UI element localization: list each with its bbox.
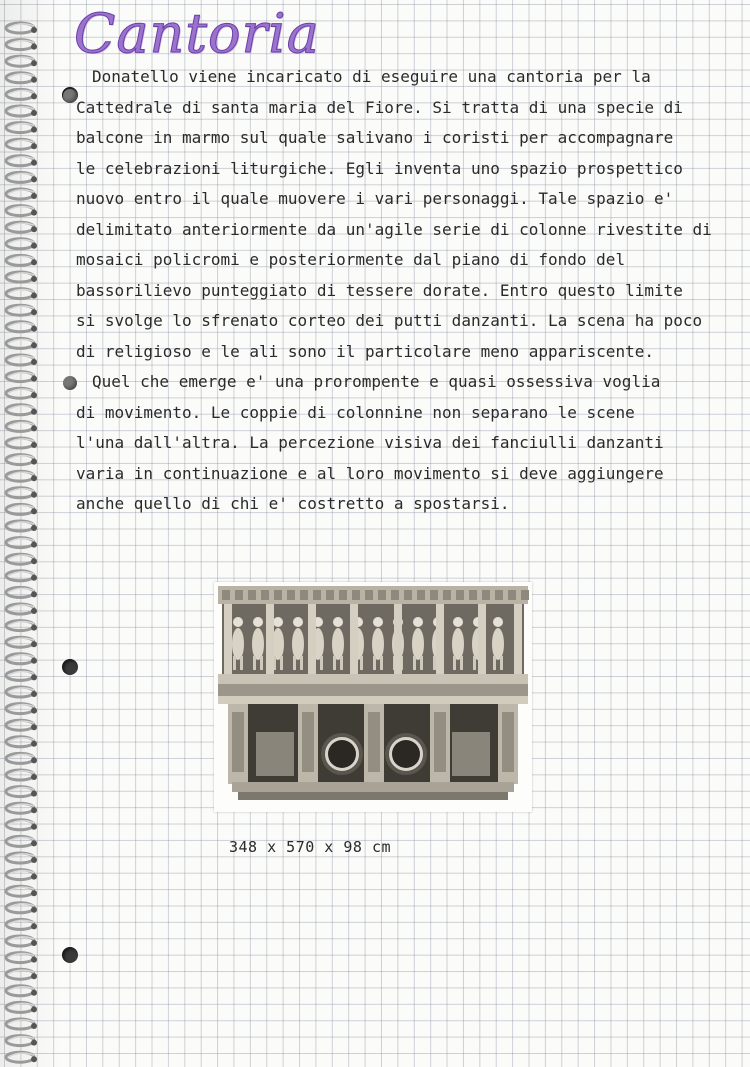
paragraph-1-line: balcone in marmo sul quale salivano i coristi per accompagnare [76, 128, 674, 147]
paragraph-1-line: bassorilievo punteggiato di tessere dorate. Entro questo limite [76, 280, 683, 300]
cantoria-relief-image [214, 582, 532, 812]
dimensions-caption: 348 x 570 x 98 cm [229, 838, 392, 856]
paragraph-1-line: nuovo entro il quale muovere i vari personaggi. Tale spazio e' [76, 189, 674, 208]
page-title: Cantoria [74, 2, 320, 65]
paragraph-1-line: Donatello viene incaricato di eseguire una cantoria per la [92, 67, 651, 86]
spiral-binding [0, 0, 48, 1067]
notes-body [76, 62, 736, 520]
paragraph-1-line: delimitato anteriormente da un'agile serie di colonne rivestite di [76, 219, 712, 239]
punch-hole-middle [62, 659, 78, 675]
bullet-1 [63, 89, 77, 103]
paragraph-2-line: varia in continuazione e al loro movimento si deve aggiungere [76, 463, 664, 483]
paragraph-2-line: Quel che emerge e' una prorompente e quasi ossessiva voglia [92, 372, 661, 391]
paragraph-2-line: l'una dall'altra. La percezione visiva dei fanciulli danzanti [76, 433, 664, 452]
bullet-2 [63, 376, 77, 390]
paragraph-1-line: le celebrazioni liturgiche. Egli inventa uno spazio prospettico [76, 158, 683, 178]
punch-hole-bottom [62, 947, 78, 963]
paragraph-1-line: mosaici policromi e posteriormente dal piano di fondo del [76, 250, 626, 269]
paragraph-2-line: di movimento. Le coppie di colonnine non separano le scene [76, 402, 635, 422]
paragraph-1-line: si svolge lo sfrenato corteo dei putti danzanti. La scena ha poco [76, 311, 703, 330]
paragraph-1-line: Cattedrale di santa maria del Fiore. Si tratta di una specie di [76, 97, 683, 117]
paragraph-1-line: di religioso e le ali sono il particolare meno appariscente. [76, 341, 654, 361]
cantoria-photo [214, 582, 532, 812]
paragraph-2-line: anche quello di chi e' costretto a spostarsi. [76, 494, 510, 513]
